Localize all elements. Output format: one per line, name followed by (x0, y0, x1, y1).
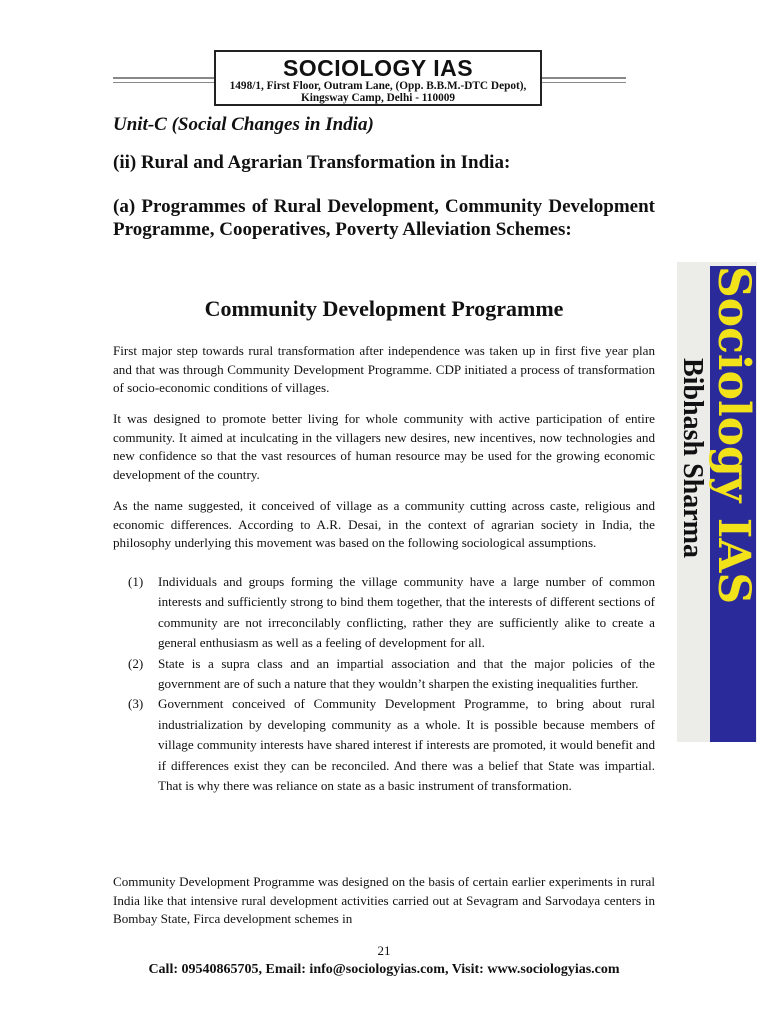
paragraph-1: First major step towards rural transformation after independence was taken up in first five year plan and that was through Community Development Programme. CDP initiated a process of transformation of socio-economic conditions of villages. (113, 343, 655, 395)
page-number: 21 (377, 943, 391, 958)
page-title: Community Development Programme (204, 296, 564, 321)
list-item (128, 694, 655, 796)
sidebar-author (677, 266, 707, 742)
unit-heading: Unit-C (Social Changes in India) (113, 114, 374, 135)
paragraph-4: Community Development Programme was designed on the basis of certain earlier experiments in rural India like that intensive rural development activities carried out at Sevagram and Sarvodaya centers in Bombay State, Firca development schemes in (113, 874, 655, 926)
header-title: SOCIOLOGY IAS (282, 55, 474, 81)
list-item (128, 572, 655, 654)
header-address-line2: Kingsway Camp, Delhi - 110009 (300, 92, 456, 104)
paragraph-2: It was designed to promote better living for whole community with active participation of entire community. It aimed at inculcating in the villagers new desires, new incentives, now technologies and new confidence so that the vast resources of human resource may be used for the growing economic development of the country. (113, 411, 655, 482)
sidebar-author-text: Bibhash Sharma (677, 358, 708, 558)
section-heading: (ii) Rural and Agrarian Transformation in India: (113, 152, 511, 173)
sidebar-brand-text: Sociology IAS (708, 266, 759, 605)
header-address-line1: 1498/1, First Floor, Outram Lane, (Opp. B.B.M.-DTC Depot), (229, 80, 527, 92)
sidebar-brand-strip (708, 266, 759, 742)
list-item-text: State is a supra class and an impartial association and that the major policies of the government are of such a nature that they wouldn’t sharpen the existing inequalities further. (158, 655, 655, 692)
list-item-number: (2) (128, 655, 144, 671)
list-item-number: (3) (128, 696, 144, 712)
subsection-heading: (a) Programmes of Rural Development, Community Development Programme, Cooperatives, Poverty Alleviation Schemes: (113, 196, 655, 240)
assumptions-list (128, 572, 655, 796)
paragraph-3: As the name suggested, it conceived of village as a community cutting across caste, religious and economic differences. According to A.R. Desai, in the context of agrarian society in India, the philosophy underlying this movement was based on the following sociological assumptions. (113, 498, 655, 550)
list-item (128, 654, 655, 695)
footer-contact: Call: 09540865705, Email: info@sociologyias.com, Visit: www.sociologyias.com (148, 962, 620, 977)
header-logo-box (214, 50, 542, 106)
list-item-text: Individuals and groups forming the village community have a large number of common interests and sufficiently strong to bind them together, that the interests of different sections of community are not irreconcilably conflicting, rather they are sufficiently alike to create a general enthusiasm as well as a feeling of development for all. (158, 574, 655, 651)
list-item-number: (1) (128, 574, 144, 589)
list-item-text: Government conceived of Community Development Programme, to bring about rural industrialization by developing community as a whole. It is possible because members of village community interests have shared interest if interests are promoted, it would benefit and if differences exist they can be reconciled. And there was a belief that State was impartial. That is why there was reliance on state as a basic instrument of transformation. (158, 696, 655, 794)
